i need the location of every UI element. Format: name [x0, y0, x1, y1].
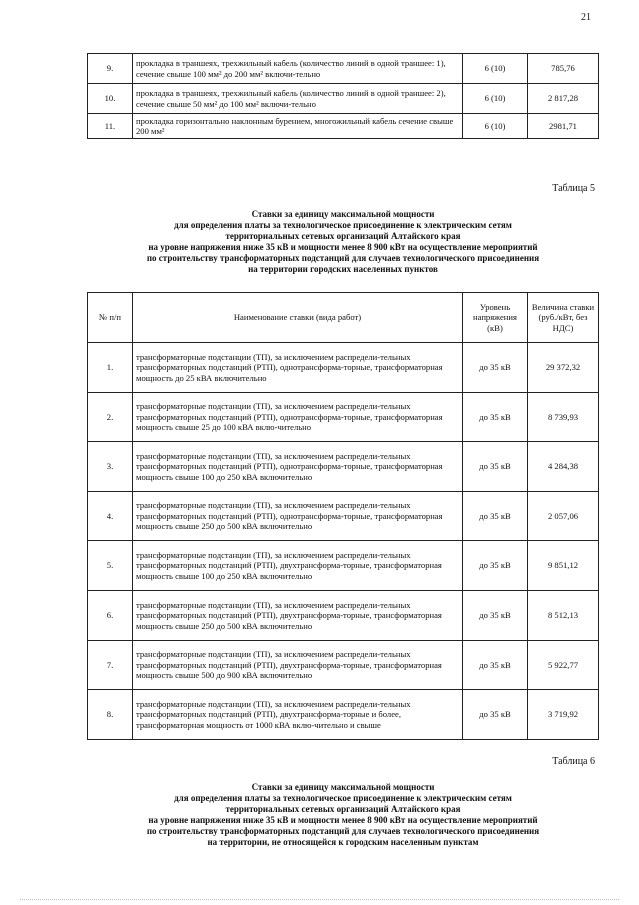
table-row — [88, 442, 599, 492]
rates-table-5 — [87, 292, 599, 740]
heading-line: Ставки за единицу максимальной мощности — [251, 782, 435, 792]
table6-heading — [90, 782, 596, 848]
table-row — [88, 114, 599, 139]
heading-line: на территории городских населенных пунктов — [248, 264, 438, 274]
row-rate: 3 719,92 — [528, 690, 599, 740]
row-number: 9. — [88, 54, 133, 84]
row-name: трансформаторные подстанции (ТП), за исключением распредели-тельных трансформаторных подстанций (РТП), двухтрансформа-торные, трансформаторная мощность свыше 500 до 900 кВА включительно — [133, 640, 463, 690]
heading-line: для определения платы за технологическое присоединение к электрическим сетям — [174, 220, 512, 230]
heading-line: по строительству трансформаторных подстанций для случаев технологического присоединения — [146, 253, 540, 263]
row-rate: 29 372,32 — [528, 343, 599, 393]
heading-line: на территории, не относящейся к городским населенным пунктам — [207, 837, 479, 847]
header-num: № п/п — [88, 293, 133, 343]
header-voltage: Уровень напряжения (кВ) — [463, 293, 528, 343]
table-row — [88, 690, 599, 740]
row-voltage: до 35 кВ — [463, 541, 528, 591]
row-number: 6. — [88, 590, 133, 640]
heading-line: на уровне напряжения ниже 35 кВ и мощности менее 8 900 кВт на осуществление мероприятий — [148, 815, 538, 825]
row-name: прокладка в траншеях, трехжильный кабель (количество линий в одной траншее: 2), сечение свыше 50 мм² до 100 мм² включи-тельно — [133, 84, 463, 114]
row-rate: 2981,71 — [528, 114, 599, 139]
page-number: 21 — [581, 12, 591, 23]
table5-heading — [90, 209, 596, 275]
row-name: трансформаторные подстанции (ТП), за исключением распредели-тельных трансформаторных подстанций (РТП), однотрансформа-торные, трансформаторная мощность свыше 25 до 100 кВА вклю-чительно — [133, 392, 463, 442]
row-rate: 8 739,93 — [528, 392, 599, 442]
row-number: 8. — [88, 690, 133, 740]
heading-line: на уровне напряжения ниже 35 кВ и мощности менее 8 900 кВт на осуществление мероприятий — [148, 242, 538, 252]
row-name: трансформаторные подстанции (ТП), за исключением распредели-тельных трансформаторных подстанций (РТП), однотрансформа-торные, трансформаторная мощность свыше 250 до 500 кВА включительно — [133, 491, 463, 541]
row-name: трансформаторные подстанции (ТП), за исключением распредели-тельных трансформаторных подстанций (РТП), двухтрансформа-торные и более, трансформаторная мощность от 1000 кВА вклю-чительно и свыше — [133, 690, 463, 740]
table-row — [88, 541, 599, 591]
table6-label: Таблица 6 — [552, 756, 595, 767]
row-voltage: до 35 кВ — [463, 690, 528, 740]
row-number: 1. — [88, 343, 133, 393]
row-number: 10. — [88, 84, 133, 114]
table-row — [88, 343, 599, 393]
row-rate: 2 057,06 — [528, 491, 599, 541]
scan-edge-divider — [20, 899, 619, 902]
row-number: 3. — [88, 442, 133, 492]
table-header-row — [88, 293, 599, 343]
row-name: трансформаторные подстанции (ТП), за исключением распредели-тельных трансформаторных подстанций (РТП), двухтрансформа-торные, трансформаторная мощность свыше 250 до 500 кВА включительно — [133, 590, 463, 640]
table-row — [88, 491, 599, 541]
table-row — [88, 84, 599, 114]
heading-line: для определения платы за технологическое присоединение к электрическим сетям — [174, 793, 512, 803]
row-voltage: до 35 кВ — [463, 343, 528, 393]
row-voltage: до 35 кВ — [463, 640, 528, 690]
table-row — [88, 590, 599, 640]
row-name: трансформаторные подстанции (ТП), за исключением распредели-тельных трансформаторных подстанций (РТП), однотрансформа-торные, трансформаторная мощность до 25 кВА включительно — [133, 343, 463, 393]
row-voltage: 6 (10) — [463, 114, 528, 139]
table5-label: Таблица 5 — [552, 183, 595, 194]
heading-line: Ставки за единицу максимальной мощности — [251, 209, 435, 219]
row-voltage: до 35 кВ — [463, 590, 528, 640]
row-voltage: 6 (10) — [463, 54, 528, 84]
row-number: 11. — [88, 114, 133, 139]
heading-line: территориальных сетевых организаций Алтайского края — [225, 804, 461, 814]
row-name: прокладка в траншеях, трехжильный кабель (количество линий в одной траншее: 1), сечение свыше 100 мм² до 200 мм² включи-тельно — [133, 54, 463, 84]
row-voltage: до 35 кВ — [463, 442, 528, 492]
row-number: 4. — [88, 491, 133, 541]
header-name: Наименование ставки (вида работ) — [133, 293, 463, 343]
row-name: трансформаторные подстанции (ТП), за исключением распредели-тельных трансформаторных подстанций (РТП), двухтрансформа-торные, трансформаторная мощность свыше 100 до 250 кВА включительно — [133, 541, 463, 591]
row-voltage: 6 (10) — [463, 84, 528, 114]
row-rate: 4 284,38 — [528, 442, 599, 492]
table-row — [88, 54, 599, 84]
row-name: прокладка горизонтально наклонным бурением, многожильный кабель сечение свыше 200 мм² — [133, 114, 463, 139]
row-number: 5. — [88, 541, 133, 591]
row-rate: 9 851,12 — [528, 541, 599, 591]
row-name: трансформаторные подстанции (ТП), за исключением распредели-тельных трансформаторных подстанций (РТП), однотрансформа-торные, трансформаторная мощность свыше 100 до 250 кВА включительно — [133, 442, 463, 492]
row-rate: 8 512,13 — [528, 590, 599, 640]
row-number: 7. — [88, 640, 133, 690]
row-rate: 2 817,28 — [528, 84, 599, 114]
row-voltage: до 35 кВ — [463, 491, 528, 541]
heading-line: по строительству трансформаторных подстанций для случаев технологического присоединения — [146, 826, 540, 836]
row-voltage: до 35 кВ — [463, 392, 528, 442]
row-rate: 5 922,77 — [528, 640, 599, 690]
table-row — [88, 392, 599, 442]
rates-table-continued — [87, 53, 599, 139]
header-rate: Величина ставки (руб./кВт, без НДС) — [528, 293, 599, 343]
row-rate: 785,76 — [528, 54, 599, 84]
heading-line: территориальных сетевых организаций Алтайского края — [225, 231, 461, 241]
row-number: 2. — [88, 392, 133, 442]
table-row — [88, 640, 599, 690]
